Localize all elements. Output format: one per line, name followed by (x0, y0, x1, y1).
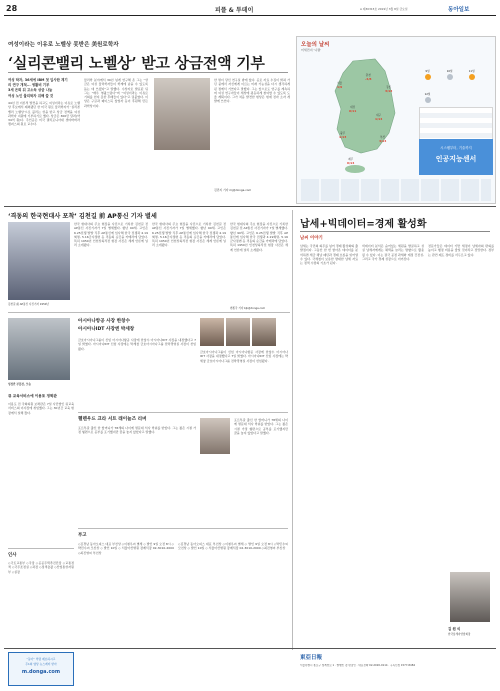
mid-item1-body-2: 금호아시아나그룹이 신임 아시아나항공 사장에 한창수 아시아나IDT 사장을 내정했다고 7일 밝혔다. 아시아나IDT 신임 사장에는 박세창 금호아시아나그룹 전략경영실 사장이 선임됐다. (200, 350, 288, 363)
promo-box[interactable] (8, 652, 74, 686)
author-title: 한국납세자연합회장 (448, 633, 471, 636)
footer-rule (4, 648, 496, 649)
feature-kicker: 남씨 이야기 (300, 236, 323, 241)
issue-date: A 제30315호 2019년 3월 8일 금요일 (360, 7, 408, 11)
city-daegu: 대구 1/14 (375, 114, 383, 121)
lead-body-3: 한 명이 당신 연구실 밖에 있다. 공로 자료 수집이 밝혀 가던 중에서 자신에게 이르는 미래 가능성을 다시 생각하게 된 점에서 기쁘다고 말했다. 그는 앞으로도 연구를 계속하며 여성 연구자들이 세상에 평등하게 참여할 수 있도록 도울 계획이다. 그가 처음 발견한 현상은 현재 전자 소자 개발에 쓰인다. (214, 78, 290, 104)
feature-headline: 납세+빅데이터=경제 활성화 (300, 219, 427, 230)
mid-rule (4, 206, 496, 207)
people-body: ◇국토교통부 ◇국장 ◇공공주택추진단장 ◇교통정책 ◇국무조정실 ◇과장 ◇정책총괄 ◇산업통상자원부 ◇실장 (8, 561, 74, 574)
city-busan: 부산 4/14 (379, 136, 387, 143)
lead-headline: ‘실리콘밸리 노벨상’ 받고 상금전액 기부 (8, 54, 265, 72)
korea-map (315, 57, 411, 175)
mid-item2-title: 헬렌우드 크라 서트 래이늘즈 리버 (78, 417, 147, 422)
story2-body-3: 한국 현대사의 주요 현장을 사진으로 기록한 김천길 전 AP통신 사진기자가 7일 별세했다. 향년 90세. 고인은 6·25전쟁 발발 직후 AP통신에 입사해 한국 전쟁과 4·19혁명, 5·16군사정변 등 격동의 순간을 카메라에 담았다. 특히 1950년 인천상륙작전 현장 사진은 세계 언론에 널리 소개됐다. (230, 222, 288, 252)
city-daejeon: 대전 0/11 (349, 106, 357, 113)
cloud-icon (447, 74, 453, 80)
lead-body-1: 44년 전 이론적 발견을 하고도 여성이라는 이유로 노벨상 후보에서 제외됐던 한 미국 원로 물리학자가 ‘실리콘밸리 노벨상’으로 불리는 상을 받고 상금 전액을 여성 과학자 지원에 기부하기로 했다. 상금은 300만 달러(약 34억 원)다. 주인공은 미국 캘리포니아대 샌타바버라 캠퍼스의 원로 교수다. (8, 101, 80, 127)
feature-body-3: 전문가들은 데이터 기반 세정이 납세자의 편의를 높이고 행정 비용을 줄일 것이라고 전망한다. 정부는 관련 제도 정비를 서두르고 있다. (428, 244, 494, 257)
author-name: 김 원 식 (448, 627, 461, 631)
cloud-icon (425, 97, 431, 103)
forecast-day: 11일 (463, 69, 480, 80)
weather-title: 오늘의 날씨 (301, 42, 330, 48)
page-number: 28 (6, 4, 18, 13)
story2-headline: ‘격동의 한국현대사 포착’ 김천길 前 AP통신 기자 별세 (8, 213, 157, 220)
mid-item1-title: 아시아나항공 사장 한창수 (78, 319, 131, 324)
col-rule (8, 312, 290, 313)
story2-caption: 김천길 前 AP통신 사진기자 1950년 (8, 303, 49, 306)
sponsor-ad (419, 139, 493, 175)
weather-subtitle: 미세먼지 ‘나쁨’ (301, 48, 322, 52)
lead-subhead: 여성 학자, 36세에 IBM 첫 입사한 계기 (8, 78, 68, 82)
mid-portrait-3 (252, 318, 276, 346)
promo-url[interactable]: m.donga.com (21, 669, 61, 675)
story2-photo (8, 222, 70, 300)
mid-item2-body: 포르투갈 출신 한 할머니가 78세의 나이에 명문대 석사 학위를 받았다. 그는 젊은 시절 가정 형편으로 공부를 포기했지만 꿈을 놓지 않았다고 말했다. (78, 426, 196, 435)
notice-title: 부고 (78, 533, 87, 538)
lead-subheads (8, 78, 80, 99)
forecast-day: 12일 (419, 92, 436, 103)
city-jeju: 제주 6/14 (347, 158, 355, 165)
feature-underline (300, 231, 490, 232)
company-info: 서울특별시 종로구 청계천로 1 · 발행인 겸 편집인 · 대표전화 02-2020-0114 · 구독신청 1577-8484 (300, 664, 416, 667)
lead-subhead: 의 연구 개척... 생활비 기부 (8, 83, 50, 88)
left-item1-title: 큐 교육서비스에 이용포 정학관 (8, 394, 57, 398)
left-item1-body: 이용포 전 국회의원 보좌관은 7일 사단법인 큐교육서비스의 이사장에 취임했다. 그는 30년간 교육 현장에서 일해 왔다. (8, 402, 74, 415)
mid-portrait-1 (200, 318, 224, 346)
sun-icon (469, 74, 475, 80)
feature-body-2: 빅데이터 분석은 숨어있는 세원을 발굴하고 성실 납세자에게는 혜택을 늘리는 방향으로 활용될 수 있다. 이는 결국 공정 과세와 재정 건전성, 그리고 국가 경제 성장으로 이어진다. (362, 244, 424, 261)
sun-icon (425, 74, 431, 80)
story2-body-1: 한국 현대사의 주요 현장을 사진으로 기록한 김천길 전 AP통신 사진기자가 7일 별세했다. 향년 90세. 고인은 6·25전쟁 발발 직후 AP통신에 입사해 한국 전쟁과 4·19혁명, 5·16군사정변 등 격동의 순간을 카메라에 담았다. 특히 1950년 인천상륙작전 현장 사진은 세계 언론에 널리 소개됐다. (74, 222, 148, 248)
notice-body-2: ◇김경남 동아오피스 대표 부친상 ◇이철우씨 별세 ◇ 발인 9일 오전 8시 ◇박민수씨 모친상 ◇ 발인 10일 ◇ 서울아산병원 장례식장 02-3010-2000 ◇최진영씨 부친상 (178, 542, 288, 551)
story2-byline: 변종국 기자 bjk@donga.com (230, 307, 266, 310)
left-rule (8, 548, 74, 549)
feature-body-1: 납세는 국민의 의무를 넘어 경제 활성화의 출발점이다. 그동안 한 번 쌓아온 데이터를 분석하면 세금 체납 패턴과 경제 흐름을 읽어낼 수 있다. 국세청이 보유한 방대한 납세 자료는 정책 수립의 기초가 된다. (300, 244, 358, 266)
sponsor-title: 인공지능센서 (435, 155, 477, 163)
lead-photo (154, 78, 210, 150)
mid-portrait-2 (226, 318, 250, 346)
lead-rule (8, 72, 288, 73)
feature-rule-left (292, 210, 293, 650)
promo-line-1: “동아” 익명 제보하시고 (26, 657, 56, 661)
left-photo (8, 318, 70, 380)
mid-item1-sub: 아시아나IDT 사장엔 박세창 (78, 327, 135, 332)
city-gangneung: 강릉 3/12 (385, 86, 393, 93)
forecast-day: 10일 (441, 69, 458, 80)
lead-subhead: 3세 은퇴 뒤 고소득 상금 나눔 (8, 88, 53, 93)
city-gwangju: 광주 1/13 (339, 132, 347, 139)
author-photo (450, 572, 490, 622)
forecast-day: 9일 (419, 69, 436, 80)
lead-body-2: 물리학 분야에서 30년 넘게 연구해 온 그는 “상금은 여성 물리학자들이 학계에 남을 수 있도록 돕는 데 쓰겠다”고 말했다. 수상자로 발표된 뒤 그는 “매우 영광스럽다”며 “여성이라는 이유로 기회를 얻지 못한 후배들이 있다”고 덧붙였다. 이 상은 구글과 페이스북 창업자 등이 후원해 만든 과학상이다. (84, 78, 148, 108)
city-chuncheon: 춘천 -4/8 (365, 74, 372, 81)
mid-item2-body-2: 포르투갈 출신 한 할머니가 78세의 나이에 명문대 석사 학위를 받았다. 그는 젊은 시절 가정 형편으로 공부를 포기했지만 꿈을 놓지 않았다고 말했다. (234, 418, 288, 435)
mid-photo-2 (200, 418, 230, 454)
story2-body-2: 한국 현대사의 주요 현장을 사진으로 기록한 김천길 전 AP통신 사진기자가 7일 별세했다. 향년 90세. 고인은 6·25전쟁 발발 직후 AP통신에 입사해 한국 전쟁과 4·19혁명, 5·16군사정변 등 격동의 순간을 카메라에 담았다. 특히 1950년 인천상륙작전 현장 사진은 세계 언론에 널리 소개됐다. (152, 222, 226, 248)
promo-line-2: 주1회 영상 뉴스레터 받아 (25, 662, 57, 666)
weather-box (296, 36, 496, 204)
people-title: 인사 (8, 553, 17, 558)
company-logo: 東亞日報 (300, 655, 323, 661)
lead-byline: 김민지 기자 mj@donga.com (214, 188, 252, 192)
city-seoul: 서울 1/9 (337, 82, 343, 89)
sponsor-line: 시스템부터, 기술까지 (440, 146, 472, 150)
notice-rule (78, 528, 288, 529)
mid-rule (78, 412, 288, 413)
brand-name: 동아일보 (448, 7, 470, 13)
lead-subhead: 여성 노인 물리학자 위해 쓸 것 (8, 93, 54, 98)
left-caption: 성정만 부총장, 모습 (8, 383, 31, 386)
map-graphic (315, 57, 411, 175)
mid-item1-body: 금호아시아나그룹이 신임 아시아나항공 사장에 한창수 아시아나IDT 사장을 내정했다고 7일 밝혔다. 아시아나IDT 신임 사장에는 박세창 금호아시아나그룹 전략경영실 사장이 선임됐다. (78, 338, 196, 351)
notice-body: ◇김경남 동아오피스 대표 부친상 ◇이철우씨 별세 ◇ 발인 9일 오전 8시 ◇박민수씨 모친상 ◇ 발인 10일 ◇ 서울아산병원 장례식장 02-3010-2000 ◇최진영씨 부친상 (78, 542, 174, 555)
section-name: 피플 & 투데이 (215, 7, 254, 14)
lead-kicker: 여성이라는 이유로 노벨상 못받은 美원로학자 (8, 42, 119, 48)
header-rule (4, 15, 496, 16)
weather-legend (301, 179, 491, 201)
